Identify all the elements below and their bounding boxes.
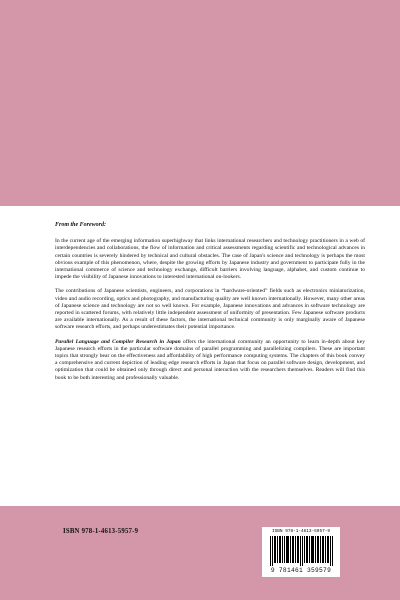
foreword-paragraph-3 <box>55 339 365 382</box>
foreword-heading: From the Foreword: <box>55 222 107 228</box>
isbn-label: ISBN 978-1-4613-5957-9 <box>63 528 139 535</box>
foreword-text-block <box>55 222 365 389</box>
foreword-paragraph-1: In the current age of the emerging information superhighway that links international researchers and technology practitioners in a web of interdependencies and collaborations, the flow of information and critical assessments regarding scientific and technological advances in certain countries is severely hindered by technical and cultural obstacles. The case of Japan's science and technology is perhaps the most obvious example of this phenomenon, where, despite the growing efforts by Japanese industry and government to participate fully in the international commerce of science and technology exchange, difficult barriers involving language, alphabet, and custom continue to impede the visibility of Japanese innovations to interested international on-lookers. <box>55 238 365 281</box>
book-title: Parallel Language and Compiler Research in Japan <box>55 338 181 345</box>
barcode-digits: 9 781461 359579 <box>270 567 332 574</box>
foreword-paragraph-2: The contributions of Japanese scientists, engineers, and corporations in “hardware-oriented” fields such as electronics miniaturization, video and audio recording, optics and photography, and manufacturing quality are well known internationally. However, many other areas of Japanese science and technology are not so well known. For example, Japanese innovations and advances in software technology are reported in scattered forums, with relatively little independent assessment of uniformity of presentation. Few Japanese software products are available internationally. As a result of these factors, the international technical community is only marginally aware of Japanese software research efforts, and perhaps underestimates their potential importance. <box>55 288 365 331</box>
cover-bottom-band <box>0 506 400 600</box>
barcode-isbn-text: ISBN 978-1-4613-5957-9 <box>272 529 330 534</box>
barcode <box>262 527 340 577</box>
barcode-bars <box>270 536 334 566</box>
foreword-paragraph-3-text: offers the international community an opportunity to learn in-depth about key Japanese research efforts in the particular software domains of parallel programming and parallelizing compilers. These are important topics that strongly bear on the effectiveness and affordability of high performance computing systems. The chapters of this book convey a comprehensive and current depiction of leading edge research efforts in Japan that focus on parallel software design, development, and optimization that could be obtained only through direct and personal interaction with the researchers themselves. Readers will find this book to be both interesting and professionally valuable. <box>55 338 365 381</box>
cover-top-band <box>0 0 400 206</box>
